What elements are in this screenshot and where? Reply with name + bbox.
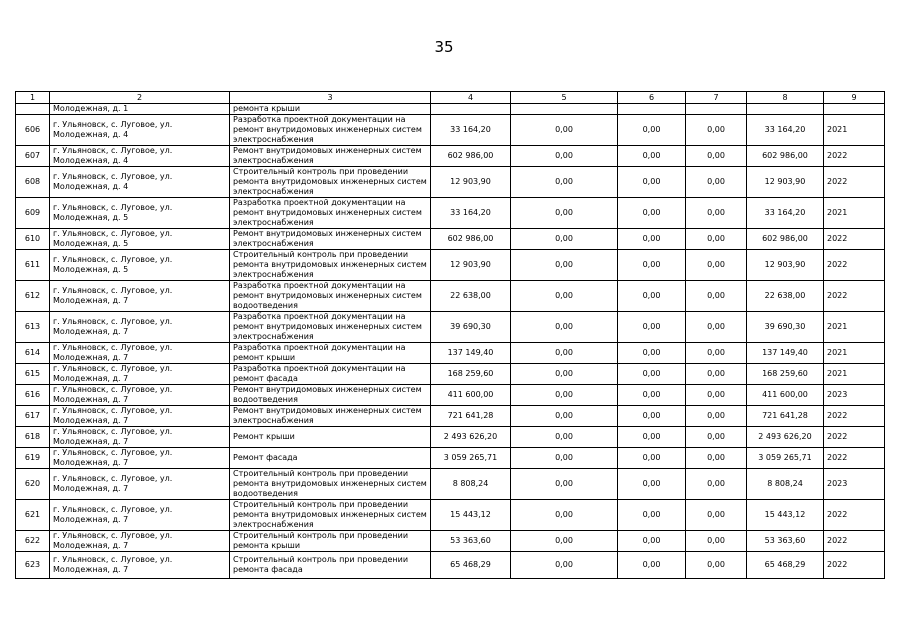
amount-cell: 0,00 (511, 167, 618, 198)
amount-cell: 65 468,29 (431, 552, 511, 579)
amount-cell: 39 690,30 (431, 312, 511, 343)
amount-cell: 0,00 (511, 198, 618, 229)
work-type-cell: Строительный контроль при проведении ремонта внутридомовых инженерных систем электроснабжения (230, 167, 431, 198)
address-cell: г. Ульяновск, с. Луговое, ул. Молодежная, д. 4 (50, 115, 230, 146)
year-cell: 2022 (824, 500, 885, 531)
address-cell: г. Ульяновск, с. Луговое, ул. Молодежная, д. 7 (50, 500, 230, 531)
amount-cell: 0,00 (511, 229, 618, 250)
address-cell: г. Ульяновск, с. Луговое, ул. Молодежная, д. 4 (50, 146, 230, 167)
amount-cell: 0,00 (511, 146, 618, 167)
year-cell: 2022 (824, 250, 885, 281)
amount-cell: 0,00 (618, 115, 686, 146)
amount-cell (511, 104, 618, 115)
amount-cell: 602 986,00 (431, 229, 511, 250)
table-row (16, 364, 885, 385)
amount-cell: 33 164,20 (431, 198, 511, 229)
work-type-cell: Ремонт внутридомовых инженерных систем электроснабжения (230, 146, 431, 167)
address-cell: г. Ульяновск, с. Луговое, ул. Молодежная, д. 7 (50, 343, 230, 364)
work-type-cell: Строительный контроль при проведении ремонта внутридомовых инженерных систем водоотведения (230, 469, 431, 500)
amount-cell: 0,00 (618, 500, 686, 531)
amount-cell: 0,00 (686, 448, 747, 469)
amount-cell: 12 903,90 (747, 250, 824, 281)
row-number-cell: 622 (16, 531, 50, 552)
amount-cell: 168 259,60 (747, 364, 824, 385)
amount-cell: 411 600,00 (747, 385, 824, 406)
table-row (16, 406, 885, 427)
address-cell: г. Ульяновск, с. Луговое, ул. Молодежная, д. 7 (50, 448, 230, 469)
amount-cell: 39 690,30 (747, 312, 824, 343)
amount-cell: 0,00 (686, 406, 747, 427)
table-row (16, 531, 885, 552)
amount-cell: 53 363,60 (747, 531, 824, 552)
year-cell: 2021 (824, 343, 885, 364)
address-cell: г. Ульяновск, с. Луговое, ул. Молодежная, д. 7 (50, 531, 230, 552)
address-cell: г. Ульяновск, с. Луговое, ул. Молодежная, д. 7 (50, 406, 230, 427)
amount-cell: 168 259,60 (431, 364, 511, 385)
table-row (16, 167, 885, 198)
amount-cell: 22 638,00 (747, 281, 824, 312)
amount-cell: 0,00 (511, 115, 618, 146)
amount-cell (747, 104, 824, 115)
amount-cell: 53 363,60 (431, 531, 511, 552)
amount-cell: 0,00 (511, 500, 618, 531)
amount-cell: 0,00 (511, 343, 618, 364)
amount-cell: 0,00 (686, 469, 747, 500)
column-header: 9 (824, 92, 885, 104)
row-number-cell: 617 (16, 406, 50, 427)
amount-cell: 0,00 (618, 531, 686, 552)
amount-cell: 721 641,28 (431, 406, 511, 427)
year-cell: 2022 (824, 448, 885, 469)
row-number-cell: 616 (16, 385, 50, 406)
row-number-cell: 614 (16, 343, 50, 364)
amount-cell: 0,00 (618, 281, 686, 312)
amount-cell: 0,00 (511, 364, 618, 385)
amount-cell: 2 493 626,20 (431, 427, 511, 448)
page-number: 35 (434, 38, 454, 56)
work-type-cell: Разработка проектной документации на ремонт внутридомовых инженерных систем электроснабжения (230, 115, 431, 146)
work-type-cell: Разработка проектной документации на ремонт внутридомовых инженерных систем электроснабжения (230, 198, 431, 229)
amount-cell: 0,00 (511, 448, 618, 469)
amount-cell: 0,00 (686, 198, 747, 229)
work-type-cell: Строительный контроль при проведении ремонта внутридомовых инженерных систем электроснабжения (230, 250, 431, 281)
column-header: 3 (230, 92, 431, 104)
row-number-cell: 613 (16, 312, 50, 343)
amount-cell: 8 808,24 (431, 469, 511, 500)
amount-cell (431, 104, 511, 115)
work-type-cell: Ремонт внутридомовых инженерных систем электроснабжения (230, 406, 431, 427)
work-type-cell: Ремонт крыши (230, 427, 431, 448)
amount-cell: 0,00 (686, 531, 747, 552)
row-number-cell: 618 (16, 427, 50, 448)
row-number-cell: 609 (16, 198, 50, 229)
amount-cell: 721 641,28 (747, 406, 824, 427)
amount-cell: 8 808,24 (747, 469, 824, 500)
year-cell: 2022 (824, 552, 885, 579)
address-cell: г. Ульяновск, с. Луговое, ул. Молодежная, д. 7 (50, 427, 230, 448)
amount-cell: 0,00 (618, 552, 686, 579)
amount-cell: 15 443,12 (747, 500, 824, 531)
table-row (16, 146, 885, 167)
year-cell: 2021 (824, 198, 885, 229)
row-number-cell: 612 (16, 281, 50, 312)
amount-cell: 602 986,00 (747, 229, 824, 250)
address-cell: г. Ульяновск, с. Луговое, ул. Молодежная, д. 7 (50, 281, 230, 312)
year-cell: 2022 (824, 531, 885, 552)
amount-cell: 33 164,20 (747, 115, 824, 146)
amount-cell: 0,00 (618, 229, 686, 250)
table-row (16, 469, 885, 500)
year-cell: 2021 (824, 115, 885, 146)
amount-cell: 0,00 (686, 364, 747, 385)
amount-cell: 0,00 (686, 167, 747, 198)
table-row (16, 385, 885, 406)
amount-cell: 0,00 (511, 281, 618, 312)
table-row (16, 427, 885, 448)
table-row (16, 343, 885, 364)
column-header: 8 (747, 92, 824, 104)
amount-cell: 15 443,12 (431, 500, 511, 531)
amount-cell: 0,00 (618, 250, 686, 281)
work-type-cell: Ремонт фасада (230, 448, 431, 469)
amount-cell: 0,00 (618, 167, 686, 198)
amount-cell: 33 164,20 (747, 198, 824, 229)
amount-cell: 0,00 (511, 250, 618, 281)
work-type-cell: Ремонт внутридомовых инженерных систем водоотведения (230, 385, 431, 406)
column-header: 4 (431, 92, 511, 104)
row-number-cell: 611 (16, 250, 50, 281)
table-row (16, 198, 885, 229)
work-type-cell: Строительный контроль при проведении ремонта внутридомовых инженерных систем электроснабжения (230, 500, 431, 531)
amount-cell: 2 493 626,20 (747, 427, 824, 448)
amount-cell: 0,00 (618, 448, 686, 469)
row-number-cell: 623 (16, 552, 50, 579)
work-type-cell: Строительный контроль при проведении ремонта крыши (230, 531, 431, 552)
amount-cell: 0,00 (618, 146, 686, 167)
row-number-cell: 621 (16, 500, 50, 531)
column-number-row (16, 92, 885, 104)
amount-cell: 0,00 (511, 385, 618, 406)
year-cell: 2022 (824, 427, 885, 448)
row-number-cell (16, 104, 50, 115)
row-number-cell: 619 (16, 448, 50, 469)
amount-cell: 0,00 (618, 343, 686, 364)
amount-cell: 602 986,00 (747, 146, 824, 167)
year-cell: 2023 (824, 469, 885, 500)
amount-cell: 0,00 (511, 469, 618, 500)
amount-cell: 33 164,20 (431, 115, 511, 146)
amount-cell: 0,00 (511, 552, 618, 579)
amount-cell: 0,00 (686, 250, 747, 281)
amount-cell: 0,00 (618, 198, 686, 229)
amount-cell: 0,00 (511, 406, 618, 427)
column-header: 6 (618, 92, 686, 104)
amount-cell: 0,00 (511, 312, 618, 343)
continuation-row (16, 104, 885, 115)
row-number-cell: 606 (16, 115, 50, 146)
address-cell: г. Ульяновск, с. Луговое, ул. Молодежная, д. 7 (50, 364, 230, 385)
work-type-cell: Строительный контроль при проведении ремонта фасада (230, 552, 431, 579)
amount-cell: 0,00 (686, 146, 747, 167)
amount-cell: 65 468,29 (747, 552, 824, 579)
row-number-cell: 607 (16, 146, 50, 167)
amount-cell: 0,00 (686, 229, 747, 250)
amount-cell: 137 149,40 (747, 343, 824, 364)
work-type-cell: Разработка проектной документации на ремонт внутридомовых инженерных систем водоотведения (230, 281, 431, 312)
amount-cell: 0,00 (618, 312, 686, 343)
amount-cell: 0,00 (618, 364, 686, 385)
address-cell: г. Ульяновск, с. Луговое, ул. Молодежная, д. 4 (50, 167, 230, 198)
amount-cell: 0,00 (686, 343, 747, 364)
address-cell: г. Ульяновск, с. Луговое, ул. Молодежная, д. 5 (50, 250, 230, 281)
amount-cell: 0,00 (618, 385, 686, 406)
table-row (16, 552, 885, 579)
year-cell: 2022 (824, 167, 885, 198)
year-cell (824, 104, 885, 115)
address-cell: г. Ульяновск, с. Луговое, ул. Молодежная, д. 7 (50, 469, 230, 500)
row-number-cell: 615 (16, 364, 50, 385)
amount-cell: 12 903,90 (747, 167, 824, 198)
amount-cell: 0,00 (618, 427, 686, 448)
table-row (16, 115, 885, 146)
row-number-cell: 620 (16, 469, 50, 500)
column-header: 2 (50, 92, 230, 104)
amount-cell: 0,00 (686, 552, 747, 579)
address-cell: г. Ульяновск, с. Луговое, ул. Молодежная, д. 5 (50, 229, 230, 250)
repair-plan-table (15, 91, 885, 579)
amount-cell (618, 104, 686, 115)
amount-cell: 3 059 265,71 (431, 448, 511, 469)
column-header: 7 (686, 92, 747, 104)
amount-cell (686, 104, 747, 115)
amount-cell: 0,00 (686, 500, 747, 531)
amount-cell: 602 986,00 (431, 146, 511, 167)
address-cell: Молодежная, д. 1 (50, 104, 230, 115)
year-cell: 2021 (824, 364, 885, 385)
amount-cell: 0,00 (686, 115, 747, 146)
column-header: 1 (16, 92, 50, 104)
amount-cell: 137 149,40 (431, 343, 511, 364)
row-number-cell: 608 (16, 167, 50, 198)
work-type-cell: Разработка проектной документации на ремонт крыши (230, 343, 431, 364)
address-cell: г. Ульяновск, с. Луговое, ул. Молодежная, д. 7 (50, 385, 230, 406)
work-type-cell: Ремонт внутридомовых инженерных систем электроснабжения (230, 229, 431, 250)
amount-cell: 0,00 (686, 312, 747, 343)
amount-cell: 0,00 (618, 469, 686, 500)
address-cell: г. Ульяновск, с. Луговое, ул. Молодежная, д. 7 (50, 552, 230, 579)
year-cell: 2023 (824, 385, 885, 406)
amount-cell: 0,00 (686, 281, 747, 312)
amount-cell: 3 059 265,71 (747, 448, 824, 469)
year-cell: 2022 (824, 229, 885, 250)
work-type-cell: Разработка проектной документации на ремонт фасада (230, 364, 431, 385)
work-type-cell: ремонта крыши (230, 104, 431, 115)
year-cell: 2022 (824, 146, 885, 167)
row-number-cell: 610 (16, 229, 50, 250)
amount-cell: 0,00 (511, 427, 618, 448)
column-header: 5 (511, 92, 618, 104)
table-row (16, 500, 885, 531)
year-cell: 2022 (824, 281, 885, 312)
table-row (16, 281, 885, 312)
amount-cell: 0,00 (686, 385, 747, 406)
amount-cell: 0,00 (511, 531, 618, 552)
year-cell: 2021 (824, 312, 885, 343)
amount-cell: 12 903,90 (431, 250, 511, 281)
table-row (16, 229, 885, 250)
year-cell: 2022 (824, 406, 885, 427)
amount-cell: 411 600,00 (431, 385, 511, 406)
work-type-cell: Разработка проектной документации на ремонт внутридомовых инженерных систем электроснабжения (230, 312, 431, 343)
table-row (16, 250, 885, 281)
table-row (16, 448, 885, 469)
address-cell: г. Ульяновск, с. Луговое, ул. Молодежная, д. 5 (50, 198, 230, 229)
amount-cell: 12 903,90 (431, 167, 511, 198)
amount-cell: 0,00 (686, 427, 747, 448)
address-cell: г. Ульяновск, с. Луговое, ул. Молодежная, д. 7 (50, 312, 230, 343)
amount-cell: 22 638,00 (431, 281, 511, 312)
table-row (16, 312, 885, 343)
amount-cell: 0,00 (618, 406, 686, 427)
